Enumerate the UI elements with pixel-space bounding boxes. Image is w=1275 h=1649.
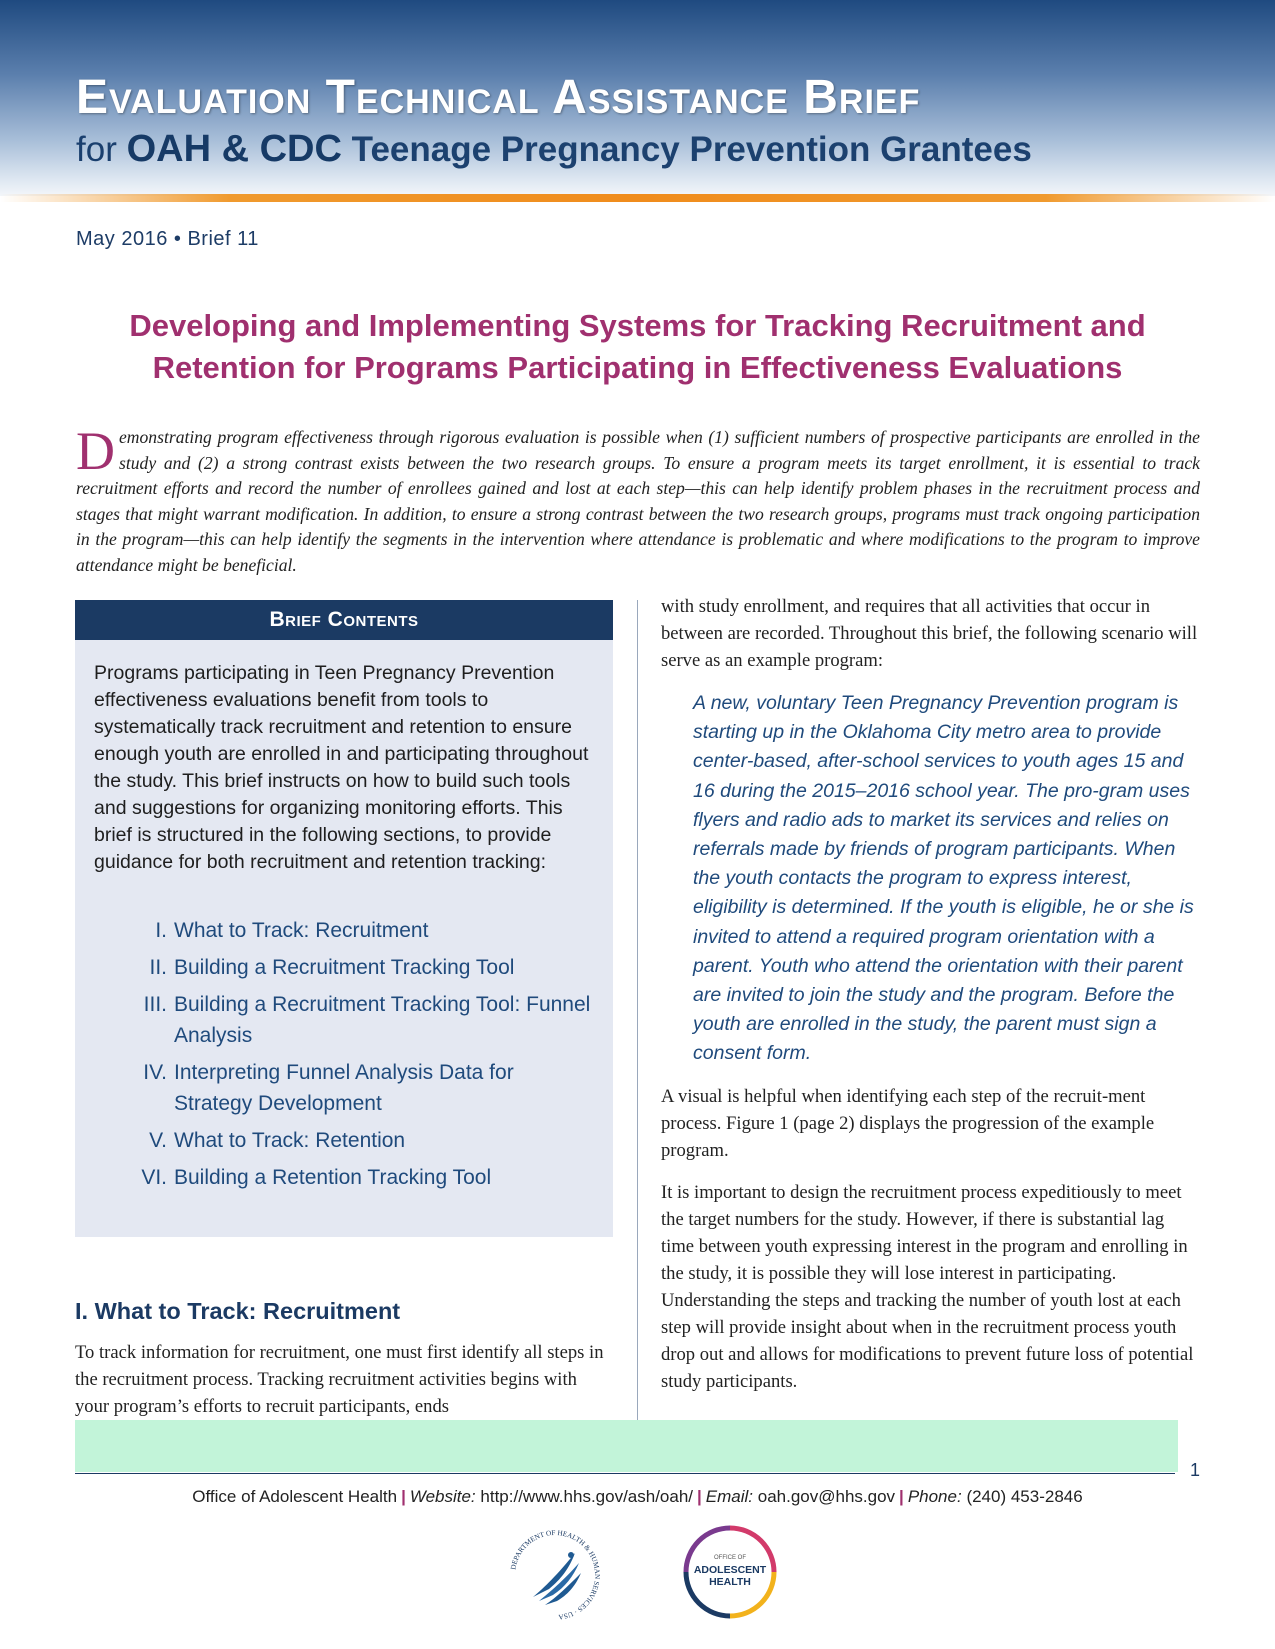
footer-separator: | <box>401 1487 406 1506</box>
toc-item-6[interactable] <box>94 1162 594 1193</box>
phone-number: (240) 453-2846 <box>966 1487 1083 1506</box>
brief-series-subtitle <box>76 128 1032 171</box>
svg-text:DEPARTMENT OF HEALTH & HUMAN S <box>509 1529 601 1621</box>
toc-number: V. <box>149 1129 167 1152</box>
toc-number: III. <box>143 993 167 1016</box>
intro-paragraph <box>76 421 1200 578</box>
example-scenario: A new, voluntary Teen Pregnancy Prevention program is starting up in the Oklahoma City metro area to provide center-based, after-school services to youth ages 15 and 16 during the 2015–2016 school year. The pro-gram uses flyers and radio ads to market its services and relies on referrals made by friends of program participants. When the youth contacts the program to express interest, eligibility is determined. If the youth is eligible, he or she is invited to attend a required program orientation with a parent. Youth who attend the orientation with their parent are invited to join the study and the program. Before the youth are enrolled in the study, the parent must sign a consent form. <box>693 692 1194 1065</box>
website-label: Website: <box>409 1487 476 1506</box>
issue-date: May 2016 • Brief 11 <box>76 228 259 250</box>
toc-label: What to Track: Recruitment <box>174 919 429 942</box>
subtitle-for: for <box>76 130 117 169</box>
oah-logo-line2: HEALTH <box>709 1576 751 1588</box>
body-paragraph: A visual is helpful when identifying each step of the recruit-ment process. Figure 1 (page 2) displays the progression of the example program. <box>661 1085 1155 1161</box>
subtitle-orgs: OAH & CDC <box>126 128 342 170</box>
hhs-seal-text: DEPARTMENT OF HEALTH & HUMAN SERVICES · USA <box>509 1528 602 1621</box>
footer-separator: | <box>899 1487 904 1506</box>
toc-item-2[interactable] <box>94 952 594 983</box>
brief-series-title: Evaluation Technical Assistance Brief <box>76 71 921 124</box>
section-heading-recruitment: I. What to Track: Recruitment <box>75 1298 401 1324</box>
email-label: Email: <box>705 1487 754 1506</box>
website-link[interactable]: http://www.hhs.gov/ash/oah/ <box>480 1487 694 1506</box>
intro-text: emonstrating program effectiveness through rigorous evaluation is possible when (1) sufficient numbers of prospective participants are enrolled in the study and (2) a strong contrast exists between the two research groups. To ensure a program meets its target enrollment, it is essential to track recruitment efforts and record the number of enrollees gained and lost at each step—this can help identify problem phases in the recruitment process and stages that might warrant modification. In addition, to ensure a strong contrast between the two research groups, programs must track ongoing participation in the program—this can help identify the segments in the intervention where attendance is problematic and where modifications to the program to improve attendance might be beneficial. <box>76 427 1200 575</box>
toc-number: I. <box>155 919 167 942</box>
right-column <box>661 593 1200 1410</box>
footer-contact-line <box>0 1487 1275 1507</box>
body-paragraph: with study enrollment, and requires that all activities that occur in between are recorded. Throughout this brief, the following scenario will serve as an example program: <box>661 596 1198 671</box>
header-orange-rule <box>0 194 1275 202</box>
footer-org: Office of Adolescent Health <box>192 1487 398 1506</box>
subtitle-rest: Teenage Pregnancy Prevention Grantees <box>351 130 1032 169</box>
toc-number: II. <box>149 956 167 979</box>
brief-contents-intro: Programs participating in Teen Pregnancy Prevention effectiveness evaluations benefit from tools to systematically track recruitment and retention to ensure enough youth are enrolled in and participating throughout the study. This brief instructs on how to build such tools and suggestions for organizing monitoring efforts. This brief is structured in the following sections, to provide guidance for both recruitment and retention tracking: <box>94 662 589 873</box>
oah-logo <box>680 1522 780 1622</box>
toc-number: VI. <box>141 1166 167 1189</box>
toc-item-3[interactable] <box>94 989 594 1051</box>
drop-cap: D <box>76 421 115 481</box>
oah-logo-small: OFFICE OF <box>714 1555 746 1561</box>
toc-number: IV. <box>143 1061 167 1084</box>
brief-contents-box <box>75 600 613 1237</box>
footer-separator: | <box>697 1487 702 1506</box>
toc-label: Building a Retention Tracking Tool <box>174 1166 492 1189</box>
section-paragraph: To track information for recruitment, one must first identify all steps in the recruitment process. Tracking recruitment activities begins with your program’s efforts to recruit participants, ends <box>75 1342 604 1417</box>
brief-contents-heading: Brief Contents <box>75 600 613 640</box>
table-of-contents <box>94 915 594 1199</box>
toc-item-1[interactable] <box>94 915 594 946</box>
body-paragraph: It is important to design the recruitment process expeditiously to meet the target numbers for the study. However, if there is substantial lag time between youth expressing interest in the program and enrolling in the study, it is possible they will lose interest in participating. Understanding the steps and tracking the number of youth lost at each step will provide insight about when in the recruitment process youth drop out and allows for modifications to prevent future loss of potential study participants. <box>661 1181 1194 1392</box>
hhs-seal-logo <box>505 1525 605 1625</box>
toc-item-4[interactable] <box>94 1057 594 1119</box>
page-number: 1 <box>1190 1460 1201 1480</box>
page-title: Developing and Implementing Systems for Tracking Recruitment and Retention for Programs Participating in Effectiveness Evaluations <box>129 308 1146 385</box>
footer-highlight-bar <box>75 1420 1178 1472</box>
toc-label: What to Track: Retention <box>174 1129 406 1152</box>
footer-divider <box>75 1473 1175 1474</box>
phone-label: Phone: <box>907 1487 962 1506</box>
toc-item-5[interactable] <box>94 1125 594 1156</box>
oah-logo-line1: ADOLESCENT <box>693 1564 767 1576</box>
email-link[interactable]: oah.gov@hhs.gov <box>757 1487 896 1506</box>
toc-label: Building a Recruitment Tracking Tool: Funnel Analysis <box>174 993 591 1047</box>
toc-label: Interpreting Funnel Analysis Data for Strategy Development <box>174 1061 514 1115</box>
column-divider <box>637 600 638 1421</box>
toc-label: Building a Recruitment Tracking Tool <box>174 956 515 979</box>
